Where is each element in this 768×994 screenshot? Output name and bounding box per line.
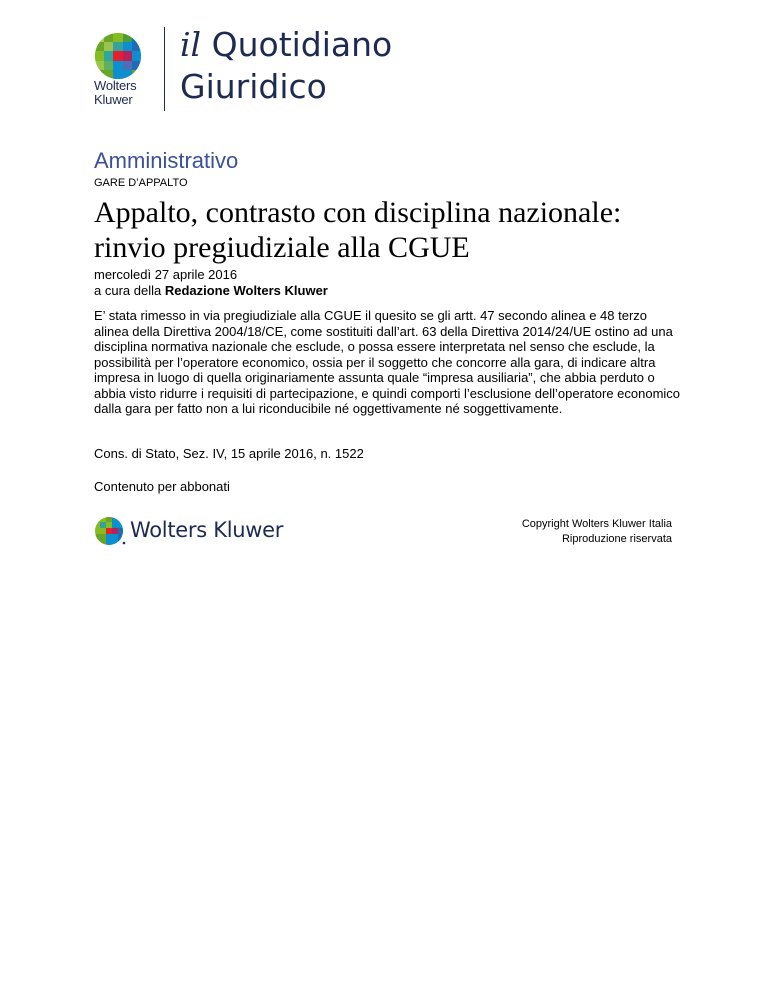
brand-line-1: Quotidiano xyxy=(211,25,393,64)
wolters-kluwer-logo-icon xyxy=(94,32,146,80)
author-prefix: a cura della xyxy=(94,283,162,298)
brand-il: il xyxy=(180,25,202,64)
subscription-notice: Contenuto per abbonati xyxy=(94,479,230,494)
masthead xyxy=(94,27,454,111)
article-citation: Cons. di Stato, Sez. IV, 15 aprile 2016, n. 1522 xyxy=(94,446,364,461)
brand-title xyxy=(180,24,392,108)
copyright-text: Copyright Wolters Kluwer Italia xyxy=(521,518,672,530)
masthead-divider xyxy=(164,27,165,111)
category-label: GARE D’APPALTO xyxy=(94,177,188,189)
publisher-line-1: Wolters xyxy=(94,78,137,93)
copyright-block xyxy=(522,517,672,547)
rights-text: Riproduzione riservata xyxy=(561,533,672,545)
brand-line-2: Giuridico xyxy=(180,67,327,106)
wolters-kluwer-footer-icon xyxy=(94,516,126,546)
footer-logo xyxy=(94,516,294,546)
article-date: mercoledì 27 aprile 2016 xyxy=(94,267,238,282)
publisher-wordmark xyxy=(94,79,136,107)
article-author: Redazione Wolters Kluwer xyxy=(164,283,328,298)
footer-logo-text: Wolters Kluwer xyxy=(130,518,284,542)
article-meta xyxy=(94,267,328,299)
article-title: Appalto, contrasto con disciplina nazionale: rinvio pregiudiziale alla CGUE xyxy=(94,196,622,264)
publisher-line-2: Kluwer xyxy=(94,92,133,107)
section-label: Amministrativo xyxy=(94,148,239,173)
article-body: E’ stata rimesso in via pregiudiziale alla CGUE il quesito se gli artt. 47 secondo alinea e 48 terzo alinea della Direttiva 2004/18/CE, come sostituiti dall’art. 63 della Direttiva 2014/24/UE ostino ad una disciplina normativa nazionale che esclude, o possa essere interpretata nel senso che esclude, la possibilità per l’operatore economico, ossia per il soggetto che concorre alla gara, di indicare altra impresa in luogo di quella originariamente assunta quale “impresa ausiliaria”, che abbia perduto o abbia visto ridurre i requisiti di partecipazione, e quindi comporti l’esclusione dell’operatore economico dalla gara per fatto non a lui riconducibile né oggettivamente né soggettivamente. xyxy=(94,308,681,416)
article-author-line xyxy=(94,283,328,299)
